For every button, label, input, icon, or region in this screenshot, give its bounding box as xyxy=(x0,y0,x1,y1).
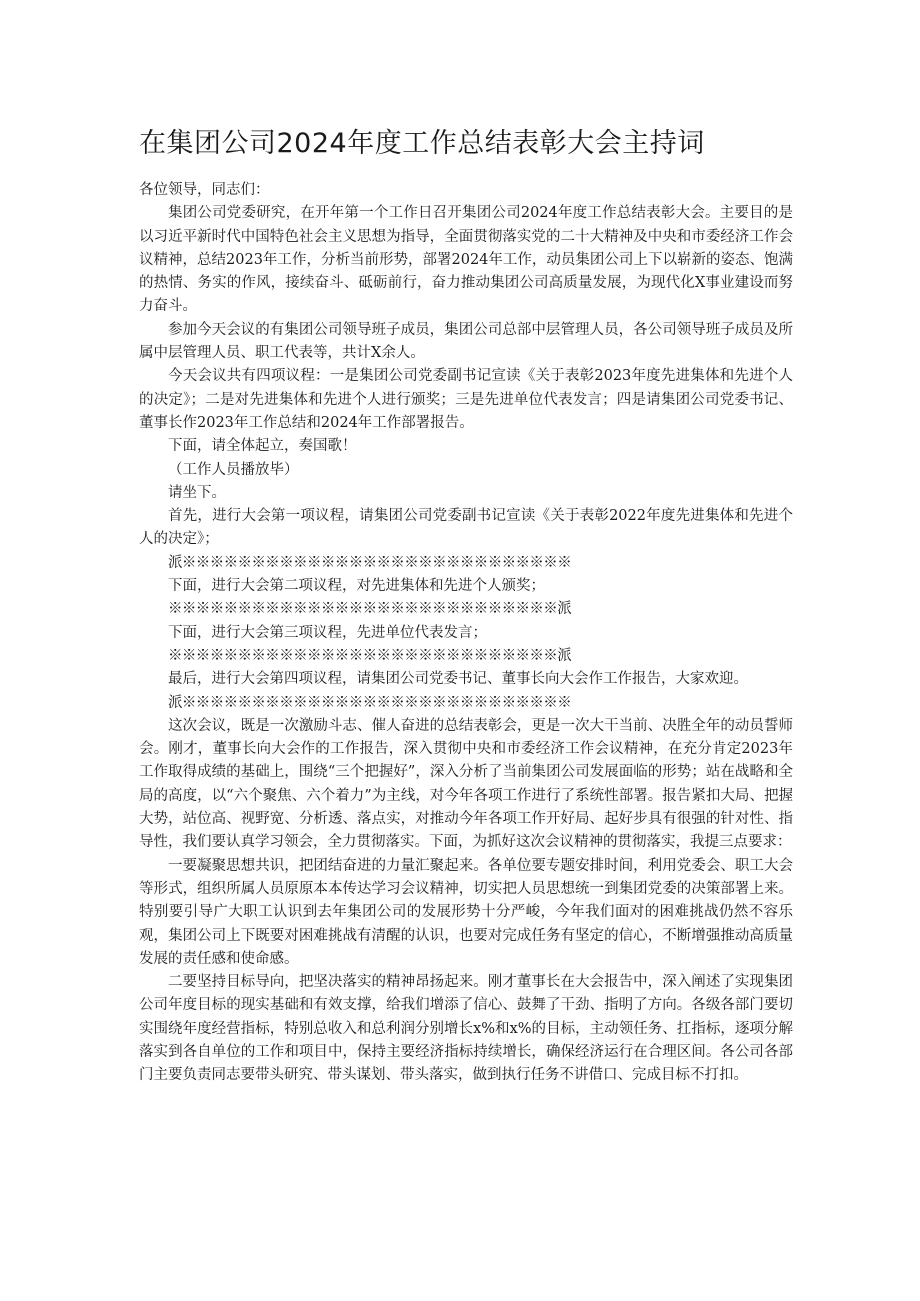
placeholder-line: ※※※※※※※※※※※※※※※※※※※※※※※※※※※※派 xyxy=(168,647,572,664)
placeholder-line: 派※※※※※※※※※※※※※※※※※※※※※※※※※※※※ xyxy=(168,694,572,711)
paragraph: 请坐下。 xyxy=(168,484,226,501)
paragraph: 下面，请全体起立，奏国歌！ xyxy=(168,438,357,455)
paragraph: 下面，进行大会第二项议程，对先进集体和先进个人颁奖； xyxy=(168,578,545,595)
paragraph: 参加今天会议的有集团公司领导班子成员，集团公司总部中层管理人员，各公司领导班子成员及所属中层管理人员、职工代表等，共计X余人。 xyxy=(139,321,793,362)
paragraph: （工作人员播放毕） xyxy=(168,461,299,478)
paragraph: 今天会议共有四项议程：一是集团公司党委副书记宣读《关于表彰2023年度先进集体和先进个人的决定》；二是对先进集体和先进个人进行颁奖；三是先进单位代表发言；四是请集团公司党委书记、董事长作2023年工作总结和2024年工作部署报告。 xyxy=(139,368,793,431)
paragraph: 下面，进行大会第三项议程，先进单位代表发言； xyxy=(168,624,487,641)
document-body xyxy=(139,179,793,1088)
paragraph: 这次会议，既是一次激励斗志、催人奋进的总结表彰会，更是一次大干当前、决胜全年的动员誓师会。刚才，董事长向大会作的工作报告，深入贯彻中央和市委经济工作会议精神，在充分肯定2023年工作取得成绩的基础上，围绕“三个把握好”，深入分析了当前集团公司发展面临的形势；站在战略和全局的高度，以“六个聚焦、六个着力”为主线，对今年各项工作进行了系统性部署。报告紧扣大局、把握大势，站位高、视野宽、分析透、落点实，对推动今年各项工作开好局、起好步具有很强的针对性、指导性，我们要认真学习领会，全力贯彻落实。下面，为抓好这次会议精神的贯彻落实，我提三点要求： xyxy=(139,717,793,851)
greeting: 各位领导，同志们： xyxy=(139,182,270,198)
paragraph: 二要坚持目标导向，把坚决落实的精神昂扬起来。刚才董事长在大会报告中，深入阐述了实现集团公司年度目标的现实基础和有效支撑，给我们增添了信心、鼓舞了干劲、指明了方向。各级各部门要切实围绕年度经营指标，特别总收入和总利润分别增长x%和x%的目标，主动领任务、扛指标，逐项分解落实到各自单位的工作和项目中，保持主要经济指标持续增长，确保经济运行在合理区间。各公司各部门主要负责同志要带头研究、带头谋划、带头落实，做到执行任务不讲借口、完成目标不打扣。 xyxy=(139,974,793,1084)
placeholder-line: ※※※※※※※※※※※※※※※※※※※※※※※※※※※※派 xyxy=(168,601,572,618)
paragraph: 一要凝聚思想共识，把团结奋进的力量汇聚起来。各单位要专题安排时间，利用党委会、职工大会等形式，组织所属人员原原本本传达学习会议精神，切实把人员思想统一到集团党委的决策部署上来。特别要引导广大职工认识到去年集团公司的发展形势十分严峻，今年我们面对的困难挑战仍然不容乐观，集团公司上下既要对困难挑战有清醒的认识，也要对完成任务有坚定的信心，不断增强推动高质量发展的责任感和使命感。 xyxy=(139,857,793,967)
paragraph: 集团公司党委研究，在开年第一个工作日召开集团公司2024年度工作总结表彰大会。主要目的是以习近平新时代中国特色社会主义思想为指导，全面贯彻落实党的二十大精神及中央和市委经济工作会议精神，总结2023年工作，分析当前形势，部署2024年工作，动员集团公司上下以崭新的姿态、饱满的热情、务实的作风，接续奋斗、砥砺前行，奋力推动集团公司高质量发展，为现代化X事业建设而努力奋斗。 xyxy=(139,205,793,315)
placeholder-line: 派※※※※※※※※※※※※※※※※※※※※※※※※※※※※ xyxy=(168,554,572,571)
document-title: 在集团公司2024年度工作总结表彰大会主持词 xyxy=(139,128,705,159)
paragraph: 首先，进行大会第一项议程，请集团公司党委副书记宣读《关于表彰2022年度先进集体和先进个人的决定》； xyxy=(139,508,793,548)
paragraph: 最后，进行大会第四项议程，请集团公司党委书记、董事长向大会作工作报告，大家欢迎。 xyxy=(168,671,748,688)
